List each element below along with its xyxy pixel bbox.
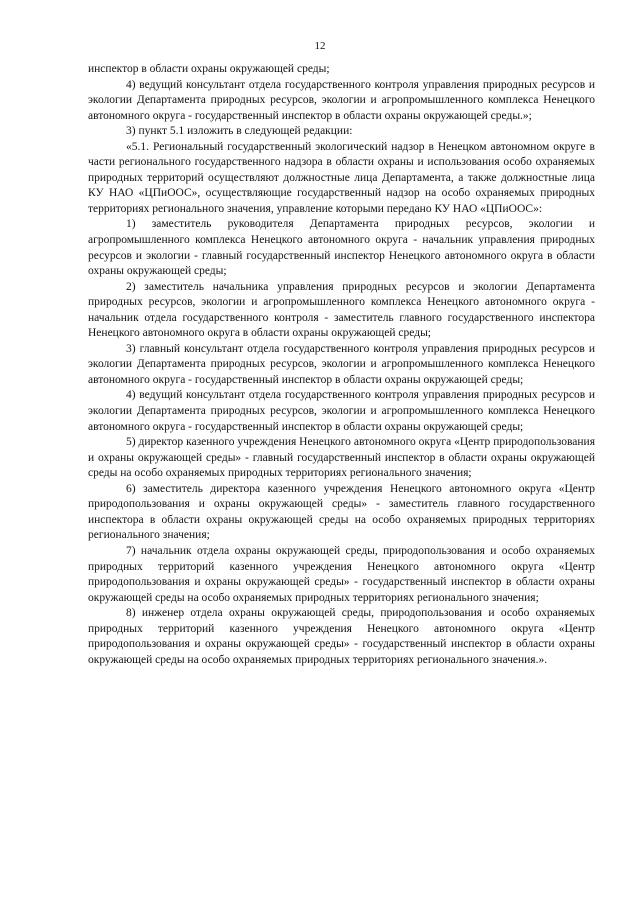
paragraph-item-2: 2) заместитель начальника управления природных ресурсов и экологии Департамента природных ресурсов, экологии и агропромышленного комплекса Ненецкого автономного округа - начальник отдела государственного контроля - заместитель главного государственного инспектора Ненецкого автономного округа в области охраны окружающей среды; — [88, 280, 595, 340]
paragraph-item-1: 1) заместитель руководителя Департамента природных ресурсов, экологии и агропромышленного комплекса Ненецкого автономного округа - начальник управления природных ресурсов и экологии - главный государственный инспектор Ненецкого автономного округа в области охраны окружающей среды; — [88, 218, 595, 278]
paragraph-item-7: 7) начальник отдела охраны окружающей среды, природопользования и особо охраняемых природных территорий казенного учреждения Ненецкого автономного округа «Центр природопользования и охраны окружающей среды» - государственный инспектор в области охраны окружающей среды на особо охраняемых природных территориях регионального значения; — [88, 544, 595, 604]
paragraph-continuation: инспектор в области охраны окружающей среды; — [88, 63, 330, 75]
paragraph-item-8: 8) инженер отдела охраны окружающей среды, природопользования и особо охраняемых природных территорий казенного учреждения Ненецкого автономного округа «Центр природопользования и охраны окружающей среды» - государственный инспектор в области охраны окружающей среды на особо охраняемых природных территориях регионального значения.». — [88, 607, 595, 666]
paragraph-item-5: 5) директор казенного учреждения Ненецкого автономного округа «Центр природопользования и охраны окружающей среды» - главный государственный инспектор в области охраны окружающей среды на особо охраняемых природных территориях регионального значения; — [88, 436, 595, 480]
paragraph-item-3: 3) главный консультант отдела государственного контроля управления природных ресурсов и экологии Департамента природных ресурсов, экологии и агропромышленного комплекса Ненецкого автономного округа - государственный инспектор в области охраны окружающей среды; — [88, 342, 595, 386]
paragraph-clause-5-1: «5.1. Региональный государственный экологический надзор в Ненецком автономном округе в части регионального государственного надзора в области охраны и использования особо охраняемых природных территорий осуществляют должностные лица Департамента, а также должностные лица КУ НАО «ЦПиООС», осуществляющие государственный надзор на особо охраняемых природных территориях регионального значения, управление которыми передано КУ НАО «ЦПиООС»: — [88, 140, 595, 215]
paragraph-item-4-prev: 4) ведущий консультант отдела государственного контроля управления природных ресурсов и экологии Департамента природных ресурсов, экологии и агропромышленного комплекса Ненецкого автономного округа - государственный инспектор в области охраны окружающей среды.»; — [88, 78, 595, 122]
document-body — [88, 62, 595, 668]
paragraph-item-6: 6) заместитель директора казенного учреждения Ненецкого автономного округа «Центр природопользования и охраны окружающей среды» - заместитель главного государственного инспектора в области охраны окружающей среды на особо охраняемых природных территориях регионального значения; — [88, 482, 595, 542]
page-number: 12 — [314, 40, 326, 52]
paragraph-point-3: 3) пункт 5.1 изложить в следующей редакции: — [126, 125, 353, 138]
paragraph-item-4: 4) ведущий консультант отдела государственного контроля управления природных ресурсов и экологии Департамента природных ресурсов, экологии и агропромышленного комплекса Ненецкого автономного округа - государственный инспектор в области охраны окружающей среды; — [88, 389, 595, 433]
